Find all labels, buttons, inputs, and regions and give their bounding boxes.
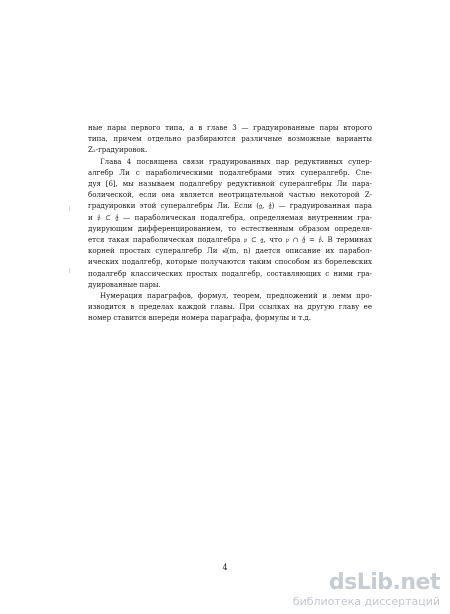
text-line: ные пары первого типа, а в главе 3 — градуированные пары второго [88, 123, 372, 132]
text-line: дуя [6], мы называем подалгебру редуктивной супералгебры Ли пара- [88, 179, 372, 189]
text-line: ических подалгебр, которые получаются таким способом из борелевских [88, 257, 372, 267]
text-line: корней простых супералгебр Ли 𝔰𝔩(m, n) дается описание их парабол- [88, 246, 372, 256]
text-block [88, 122, 372, 324]
watermark-logo [293, 572, 440, 594]
text-line: дуированные пары. [88, 279, 161, 289]
page-number: 4 [222, 563, 228, 572]
paragraph-2 [88, 156, 372, 290]
text-line: номер ставится впереди номера параграфа, формулы и т.д. [88, 313, 312, 323]
scan-speck: | [69, 206, 71, 212]
text-line: изводится в пределах каждой главы. При ссылках на другую главу ее [88, 302, 372, 312]
text-line: Глава 4 посвящена связи градуированных пар редуктивных супер- [100, 156, 372, 166]
watermark-logo-main: dsLib [328, 570, 393, 595]
text-line: Z₂-градуировок. [88, 145, 148, 155]
text-line: дуирующим дифференцированием, то естественным образом определя- [88, 223, 372, 233]
dslib-watermark [293, 572, 440, 608]
watermark-logo-tld: .net [392, 570, 440, 595]
paragraph-1 [88, 122, 372, 156]
text-line: типа, причем отдельно разбираются различные возможные варианты [88, 134, 372, 144]
watermark-subtitle: библиотека диссертаций [292, 595, 440, 608]
scan-speck: | [69, 268, 71, 274]
text-line: Нумерация параграфов, формул, теорем, предложений и лемм про- [100, 291, 372, 301]
text-line: и 𝔭̊ ⊂ 𝔤̊ — параболическая подалгебра, определяемая внутренним гра- [88, 212, 372, 222]
text-line: подалгебр классических простых подалгебр, составляющих с ними гра- [88, 268, 372, 278]
text-line: ется такая параболическая подалгебра 𝔭 ⊂ 𝔤, что 𝔭 ∩ 𝔤̊ = 𝔭̊. В терминах [88, 235, 372, 245]
text-line: болической, если она является неотрицательной частью некоторой Z- [88, 190, 372, 200]
text-line: алгебр Ли с параболическими подалгебрами этих супералгебр. Сле- [88, 167, 372, 177]
text-line: градуировки этой супералгебры Ли. Если (𝔤, 𝔤̊) — градуированная пара [88, 201, 372, 211]
paragraph-3 [88, 290, 372, 324]
